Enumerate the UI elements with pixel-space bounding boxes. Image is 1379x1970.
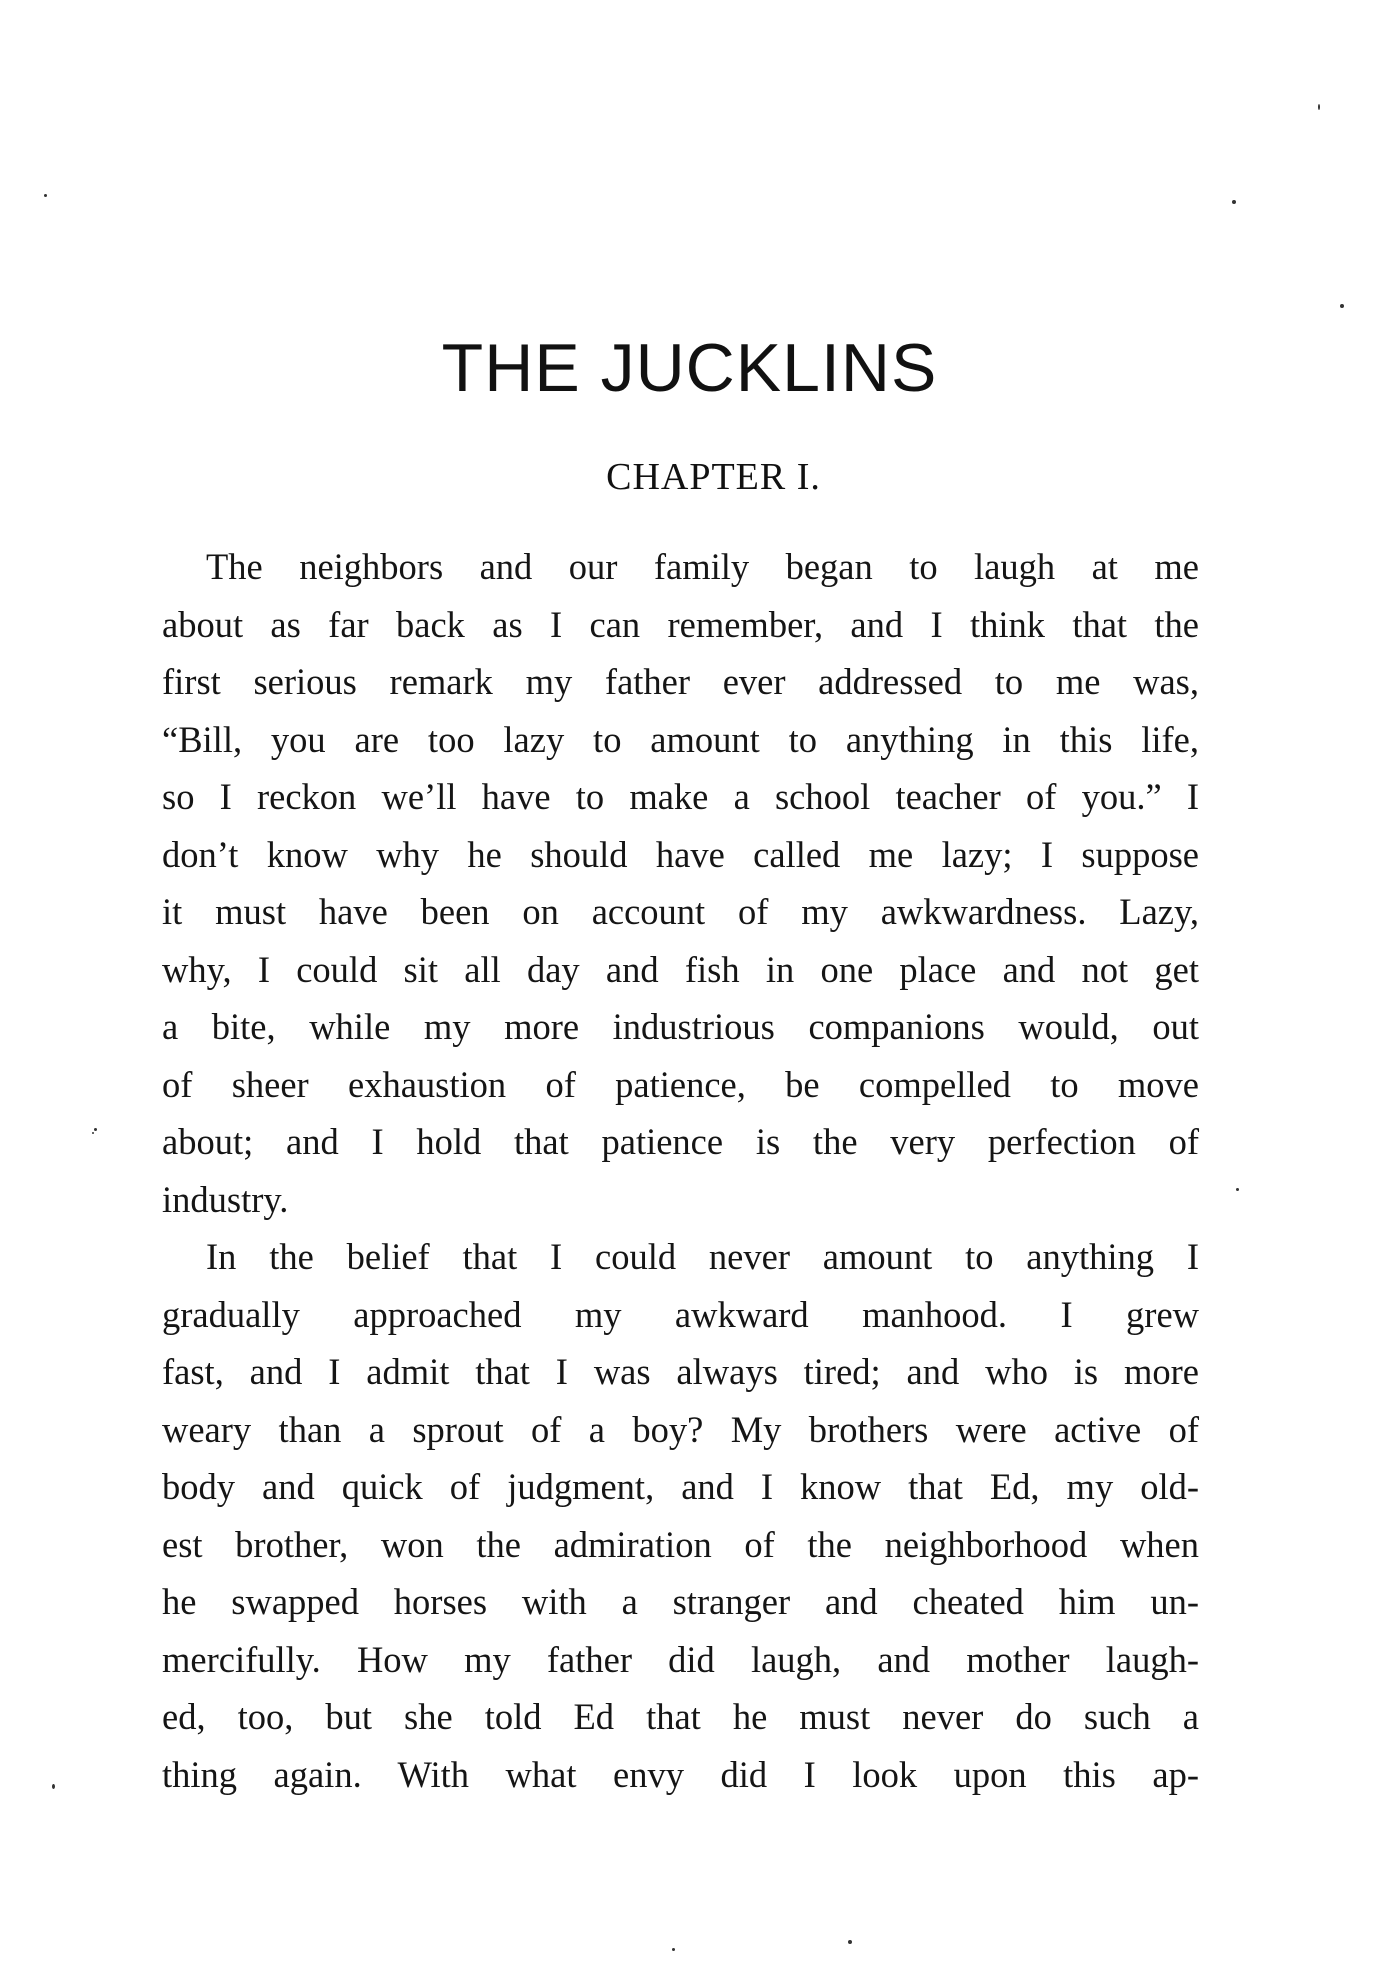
scan-speck xyxy=(1236,1188,1239,1191)
text-line: it must have been on account of my awkwardness. Lazy, xyxy=(162,891,1199,932)
text-line: of sheer exhaustion of patience, be compelled to move xyxy=(162,1063,1199,1105)
body-text xyxy=(162,538,1199,1803)
text-line: he swapped horses with a stranger and cheated him un- xyxy=(162,1581,1199,1622)
chapter-heading: CHAPTER I. xyxy=(606,456,821,498)
scan-speck xyxy=(848,1940,852,1944)
text-line: In the belief that I could never amount to anything I xyxy=(206,1236,1199,1277)
book-title: THE JUCKLINS xyxy=(441,330,938,406)
scan-speck xyxy=(672,1948,675,1951)
scan-speck xyxy=(1232,200,1236,204)
text-line: industry. xyxy=(162,1178,289,1220)
paragraph-2 xyxy=(162,1228,1199,1803)
text-line: don’t know why he should have called me lazy; I suppose xyxy=(162,833,1199,875)
text-line: about as far back as I can remember, and I think that the xyxy=(162,603,1199,645)
text-line: about; and I hold that patience is the very perfection of xyxy=(162,1121,1199,1162)
text-line: gradually approached my awkward manhood. I grew xyxy=(162,1293,1199,1335)
scan-speck xyxy=(92,1132,94,1134)
scan-speck xyxy=(1318,104,1320,110)
scan-speck xyxy=(94,1128,97,1131)
scan-speck xyxy=(52,1784,55,1789)
text-line: “Bill, you are too lazy to amount to anything in this life, xyxy=(162,718,1199,760)
text-line: thing again. With what envy did I look upon this ap- xyxy=(162,1753,1199,1795)
scan-speck xyxy=(44,194,47,197)
text-line: fast, and I admit that I was always tired; and who is more xyxy=(162,1351,1199,1392)
text-line: first serious remark my father ever addressed to me was, xyxy=(162,661,1199,702)
text-line: weary than a sprout of a boy? My brothers were active of xyxy=(162,1408,1199,1450)
text-line: a bite, while my more industrious companions would, out xyxy=(162,1006,1199,1047)
scan-speck xyxy=(1340,304,1344,308)
text-line: ed, too, but she told Ed that he must never do such a xyxy=(162,1696,1199,1737)
text-line: why, I could sit all day and fish in one place and not get xyxy=(162,948,1199,990)
text-line: est brother, won the admiration of the neighborhood when xyxy=(162,1523,1199,1565)
text-line: so I reckon we’ll have to make a school teacher of you.” I xyxy=(162,776,1199,817)
text-line: body and quick of judgment, and I know that Ed, my old- xyxy=(162,1466,1199,1507)
paragraph-1 xyxy=(162,538,1199,1228)
text-line: The neighbors and our family began to laugh at me xyxy=(206,546,1199,587)
text-line: mercifully. How my father did laugh, and mother laugh- xyxy=(162,1638,1199,1680)
